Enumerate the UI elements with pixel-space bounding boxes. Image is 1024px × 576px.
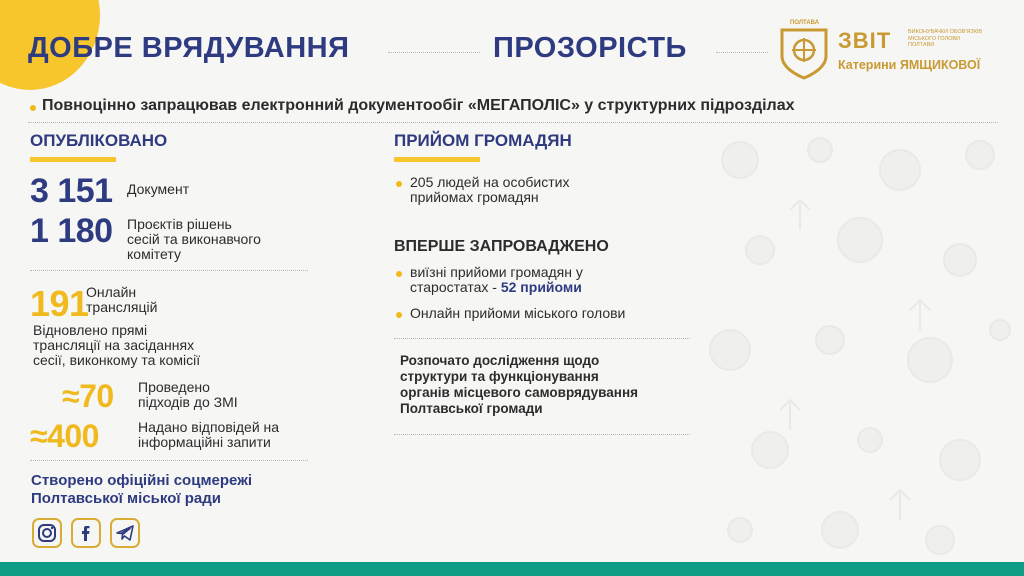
emblem-label: ПОЛТАВА <box>790 20 820 26</box>
bottom-bar <box>0 562 1024 576</box>
intro-divider <box>28 122 998 123</box>
city-emblem-icon <box>778 20 830 80</box>
reception-heading: ПРИЙОМ ГРОМАДЯН <box>394 131 572 150</box>
instagram-link[interactable] <box>32 518 62 548</box>
intro-text: Повноцінно запрацював електронний документообіг «МЕГАПОЛІС» у структурних підрозділах <box>42 97 795 114</box>
telegram-link[interactable] <box>110 518 140 548</box>
published-divider <box>30 270 308 271</box>
reception-item: 205 людей на особистих прийомах громадян <box>410 174 570 205</box>
replies-count: ≈400 <box>30 418 99 454</box>
research-divider <box>394 434 690 435</box>
projects-label: Проєктів рішень сесій та виконавчого комітету <box>127 216 261 262</box>
first-time-item-1: виїзні прийоми громадян у старостатах - 52 прийоми <box>410 264 583 295</box>
logo-name: Катерини ЯМЩИКОВОЇ <box>838 58 981 72</box>
research-text: Розпочато дослідження щодо структури та функціонування органів місцевого самоврядування Полтавської громади <box>400 353 638 416</box>
published-underline <box>30 157 116 162</box>
report-title: ЗВІТ <box>838 28 892 53</box>
projects-count: 1 180 <box>30 212 113 250</box>
broadcasts-label: Онлайн трансляцій <box>86 284 158 315</box>
section-title-good-governance: ДОБРЕ ВРЯДУВАННЯ <box>28 32 350 64</box>
facebook-link[interactable] <box>71 518 101 548</box>
documents-count: 3 151 <box>30 172 113 210</box>
bullet-icon <box>396 181 402 187</box>
broadcasts-description: Відновлено прямі трансляції на засіданнях сесії, виконкому та комісії <box>33 322 201 368</box>
telegram-icon <box>112 520 138 546</box>
broadcasts-count: 191 <box>30 283 89 324</box>
broadcasts-divider <box>30 460 308 461</box>
published-heading: ОПУБЛІКОВАНО <box>30 131 168 150</box>
facebook-icon <box>73 520 99 546</box>
report-logo <box>778 20 1018 82</box>
bullet-icon <box>396 312 402 318</box>
first-time-item-2: Онлайн прийоми міського голови <box>410 305 626 321</box>
reception-underline <box>394 157 480 162</box>
instagram-icon <box>34 520 60 546</box>
bullet-icon <box>396 271 402 277</box>
logo-subtitle: ВИКОНУВАЧКИ ОБОВ'ЯЗКІВ МІСЬКОГО ГОЛОВИ ПОЛТАВИ <box>908 29 983 48</box>
header-divider <box>388 52 480 53</box>
ornament-pattern <box>700 120 1024 560</box>
header-divider-right <box>716 52 768 53</box>
replies-label: Надано відповідей на інформаційні запити <box>138 419 280 450</box>
first-time-divider <box>394 338 690 339</box>
section-title-transparency: ПРОЗОРІСТЬ <box>493 32 687 64</box>
documents-label: Документ <box>127 181 190 197</box>
social-text: Створено офіційні соцмережі Полтавської міської ради <box>31 472 252 507</box>
first-time-heading: ВПЕРШЕ ЗАПРОВАДЖЕНО <box>394 238 609 255</box>
bullet-icon <box>30 105 36 111</box>
media-count: ≈70 <box>62 378 114 414</box>
media-label: Проведено підходів до ЗМІ <box>138 379 238 410</box>
